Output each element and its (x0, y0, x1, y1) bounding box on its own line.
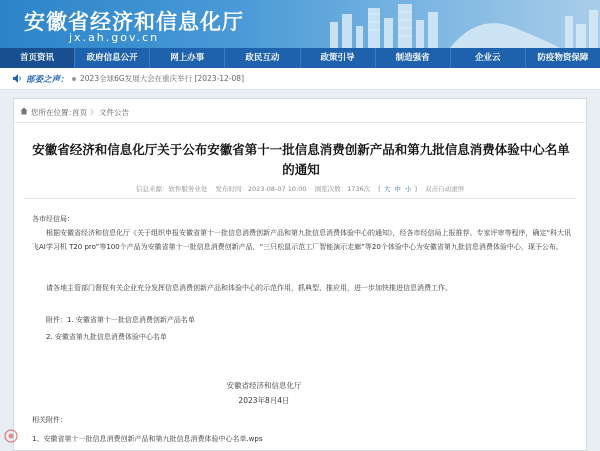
meta-views: 浏览次数：1736次 (314, 185, 371, 193)
article-title: 安徽省经济和信息化厅关于公布安徽省第十一批信息消费创新产品和第九批信息消费体验中心名单的通知 (32, 142, 570, 177)
site-header (0, 0, 600, 48)
breadcrumb-home-link[interactable]: 首页 (72, 108, 87, 117)
ticker-label: 部委之声： (26, 75, 69, 85)
nav-item-home-news[interactable]: 首页资讯 (0, 48, 75, 68)
article-paragraph-2: 请各地主管部门督促有关企业充分发挥信息消费创新产品和体验中心的示范作用，抓典型、推应用，进一步加快推进信息消费工作。 (46, 284, 452, 292)
news-ticker (0, 68, 600, 90)
related-attachments-label: 相关附件： (32, 416, 67, 424)
nav-item-interaction[interactable]: 政民互动 (225, 48, 300, 68)
meta-source: 信息来源：软件服务业处 (135, 185, 208, 193)
nav-item-online-services[interactable]: 网上办事 (150, 48, 225, 68)
nav-item-enterprise-cloud[interactable]: 企业云 (451, 48, 526, 68)
site-domain: jx.ah.gov.cn (69, 31, 160, 44)
article-salutation: 各市经信局： (32, 215, 74, 223)
breadcrumb-separator: 〉 (90, 108, 98, 117)
meta-divider (24, 198, 576, 199)
skyline-banner-image (310, 0, 600, 48)
watermark-logo-icon (3, 428, 21, 444)
auto-scroll-link[interactable]: 双击自动滚屏 (425, 185, 465, 193)
size-bracket-open: [ (378, 185, 381, 193)
attachment-line-2: 2. 安徽省第九批信息消费体验中心名单 (46, 333, 167, 341)
breadcrumb-section-link[interactable]: 文件公告 (99, 108, 129, 117)
breadcrumb-prefix: 您所在位置： (31, 108, 76, 117)
breadcrumb (14, 99, 586, 123)
article-meta (14, 184, 586, 193)
site-title[interactable]: 安徽省经济和信息化厅 (24, 10, 244, 34)
attachment-line-1: 附件：1. 安徽省第十一批信息消费创新产品名单 (46, 316, 195, 324)
nav-item-policy[interactable]: 政策引导 (301, 48, 376, 68)
font-size-medium-link[interactable]: 中 (394, 185, 401, 193)
speaker-icon (12, 73, 22, 84)
home-icon (20, 107, 28, 115)
font-size-large-link[interactable]: 大 (383, 185, 391, 193)
main-nav (0, 48, 600, 68)
nav-item-gov-info[interactable]: 政府信息公开 (75, 48, 150, 68)
font-size-controls (378, 185, 417, 193)
font-size-small-link[interactable]: 小 (404, 185, 412, 193)
ticker-headline-link[interactable]: 2023全球6G发展大会在重庆举行 [2023-12-08] (80, 74, 244, 83)
related-attachment-link[interactable]: 1、安徽省第十一批信息消费创新产品和第九批信息消费体验中心名单.wps (32, 435, 263, 443)
nav-item-epidemic-supplies[interactable]: 防疫物资保障 (537, 53, 589, 63)
bullet-icon (72, 77, 76, 81)
meta-date: 发布时间：2023-08-07 10:00 (215, 185, 307, 193)
signature-date: 2023年8月4日 (238, 396, 290, 405)
nav-item-manufacturing[interactable]: 制造强省 (376, 48, 451, 68)
size-bracket-close: ] (414, 185, 418, 193)
article-paragraph-1: 根据安徽省经济和信息化厅《关于组织申报安徽省第十一批信息消费创新产品和第九批信息消费体验中心的通知》，经各市经信局上报推荐、专家评审等程序，确定“科大讯飞AI学习机 T20 pro”等100个产品为安徽省第十一批信息消费创新产品，“三只松鼠示范工厂智能演示走廊”等20个体验中心为安徽省第九批信息消费体验中心，现予公布。 (32, 229, 572, 251)
signature-organization: 安徽省经济和信息化厅 (226, 381, 302, 390)
article-panel (13, 98, 587, 451)
